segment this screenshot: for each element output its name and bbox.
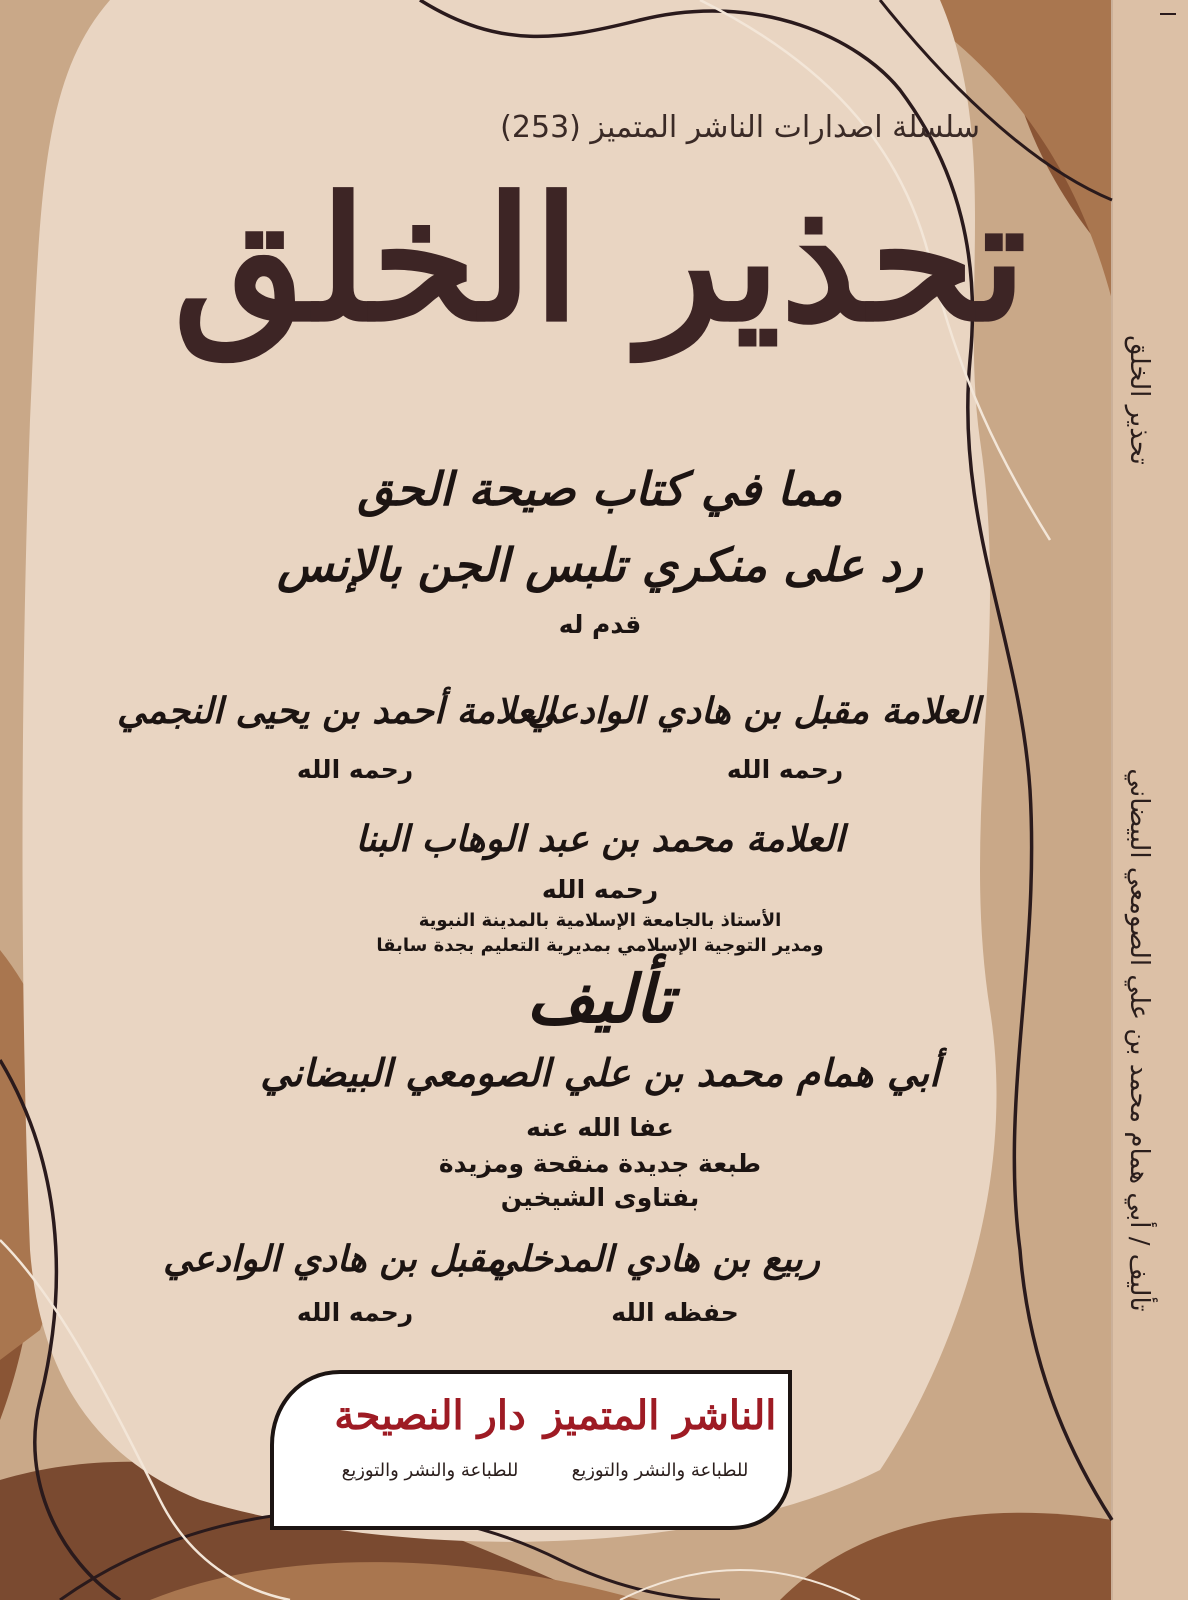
introducer-name-2: العلامة أحمد بن يحيى النجمي (117, 690, 555, 732)
author-name: أبي همام محمد بن علي الصومعي البيضاني (260, 1050, 940, 1095)
subtitle-line-1: مما في كتاب صيحة الحق (357, 462, 843, 516)
introducer-note-1: الأستاذ بالجامعة الإسلامية بالمدينة النبوية (418, 910, 782, 931)
publisher-name-2: دار النصيحة (334, 1392, 526, 1439)
introducer-name-3: العلامة محمد بن عبد الوهاب البنا (355, 818, 845, 860)
publisher-tagline-2: للطباعة والنشر والتوزيع (341, 1460, 519, 1481)
fatwa-sheikh-honorific-1: حفظه الله (611, 1298, 739, 1327)
book-title: تحذير الخلق (173, 160, 1027, 360)
foreword-label: قدم له (558, 610, 642, 639)
fatwa-sheikh-name-1: ربيع بن هادي المدخلي (488, 1238, 820, 1280)
author-honorific: عفا الله عنه (526, 1113, 674, 1142)
edition-line-1: طبعة جديدة منقحة ومزيدة (438, 1149, 762, 1178)
introducer-name-1: العلامة مقبل بن هادي الوادعي (527, 690, 980, 732)
authorship-label: تأليف (526, 960, 674, 1038)
spine-title: تحذير الخلق (1124, 335, 1154, 465)
introducer-honorific-1: رحمه الله (726, 755, 844, 784)
publisher-tagline-1: للطباعة والنشر والتوزيع (571, 1460, 749, 1481)
publisher-logos-panel (270, 1370, 792, 1530)
fatwa-sheikh-name-2: مقبل بن هادي الوادعي (163, 1238, 505, 1280)
subtitle-line-2: رد على منكري تلبس الجن بالإنس (277, 538, 923, 592)
introducer-honorific-3: رحمه الله (541, 875, 659, 904)
publisher-name-1: الناشر المتميز (543, 1392, 777, 1439)
edition-line-2: بفتاوى الشيخين (500, 1183, 700, 1212)
series-label: سلسلة اصدارات الناشر المتميز (253) (500, 110, 980, 145)
introducer-note-2: ومدير التوجية الإسلامي بمديرية التعليم بجدة سابقا (376, 935, 824, 956)
spine-author: تأليف / أبي همام محمد بن علي الصومعي البيضاني (1124, 768, 1154, 1312)
introducer-honorific-2: رحمه الله (296, 755, 414, 784)
fatwa-sheikh-honorific-2: رحمه الله (296, 1298, 414, 1327)
